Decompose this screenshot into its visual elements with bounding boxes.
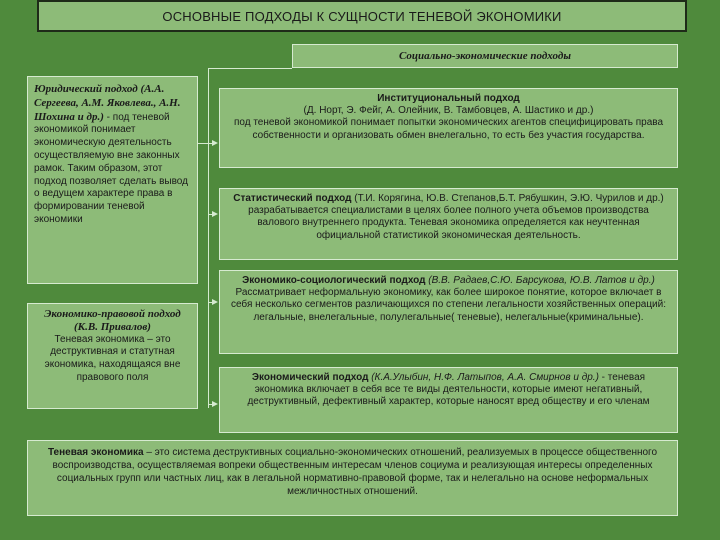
arrow-rb1-icon bbox=[212, 140, 218, 146]
economic-approach-authors: (К.А.Улыбин, Н.Ф. Латыпов, А.А. Смирнов и др.) bbox=[368, 372, 599, 383]
socioeconomic-approach-box bbox=[219, 270, 678, 354]
connector-top bbox=[208, 68, 292, 69]
connector-vertical bbox=[208, 68, 209, 408]
economic-approach-head: Экономический подход bbox=[251, 372, 369, 383]
economic-legal-approach-text: Теневая экономика – это деструктивная и статутная экономика, находящаяся вне правового поля bbox=[44, 333, 181, 383]
socioeconomic-approach-authors: (В.В. Радаев,С.Ю. Барсукова, Ю.В. Латов и др.) bbox=[425, 275, 655, 286]
institutional-approach-text: под теневой экономикой понимает попытки экономических агентов специфицировать права собственности и организовать обмен внелегально, то есть без участия государства. bbox=[233, 117, 664, 141]
economic-legal-approach-box bbox=[27, 303, 198, 409]
socioeconomic-approach-head: Экономико-социологический подход bbox=[242, 275, 426, 286]
economic-approach-text: - теневая экономика включает в себя все те виды деятельности, которые имеют негативный, деструктивный, дефективный характер, которые наносят вред обществу и его членам bbox=[247, 372, 650, 408]
institutional-approach-box bbox=[219, 88, 678, 168]
statistical-approach-head: Статистический подход bbox=[233, 193, 352, 204]
institutional-approach-authors: (Д. Норт, Э. Фейг, А. Олейник, В. Тамбовцев, А. Шастико и др.) bbox=[303, 105, 594, 117]
economic-legal-approach-author: (К.В. Привалов) bbox=[74, 320, 151, 333]
definition-text: – это система деструктивных социально-экономических отношений, реализуемых в процессе общественного воспроизводства, осуществляемая вопреки общественным интересам членов социума и реализующая интересы определенных социальных групп или частных лиц, как в легальной нормативно-правовой форме, так и нелегально на основе неформальных межличностных отношений. bbox=[52, 447, 658, 497]
arrow-rb3-icon bbox=[212, 299, 218, 305]
arrow-rb4-icon bbox=[212, 401, 218, 407]
socioeconomic-approach-text: Рассматривает неформальную экономику, как более широкое понятие, которое включает в себя несколько сегментов различающихся по степени легальности хозяйственных операций: легальные, внелегальные, полулегальные( теневые), нелегальные(криминальные). bbox=[230, 287, 666, 323]
economic-legal-approach-head: Экономико-правовой подход bbox=[44, 308, 181, 320]
institutional-approach-head: Институциональный подход bbox=[377, 93, 520, 104]
legal-approach-text: - под теневой экономикой понимает экономическую деятельность осуществляемую вне законных рамок. Таким образом, этот подход позволяет сделать вывод о ведущем характере права в формировании теневой экономики bbox=[34, 111, 188, 225]
arrow-rb2-icon bbox=[212, 211, 218, 217]
legal-approach-head: Юридический подход (А.А. Сергеева, А.М. Яковлева., А.Н. Шохина и др.) bbox=[34, 83, 181, 123]
statistical-approach-authors: (Т.И. Корягина, Ю.В. Степанов,Б.Т. Рябушкин, Э.Ю. Чурилов и др.) bbox=[351, 193, 664, 204]
statistical-approach-text: разрабатывается специалистами в целях более полного учета объемов производства валового внутреннего продукта. Теневая экономика определяется как неучтенная официальной статистикой экономическая деятельность. bbox=[248, 205, 649, 241]
legal-approach-box bbox=[27, 76, 198, 284]
shadow-economy-definition-box bbox=[27, 440, 678, 516]
connector-rb1 bbox=[198, 143, 213, 144]
economic-approach-box bbox=[219, 367, 678, 433]
socio-economic-approaches-header: Социально-экономические подходы bbox=[292, 44, 678, 68]
definition-head: Теневая экономика bbox=[47, 447, 144, 458]
page-title: ОСНОВНЫЕ ПОДХОДЫ К СУЩНОСТИ ТЕНЕВОЙ ЭКОНОМИКИ bbox=[37, 0, 687, 32]
statistical-approach-box bbox=[219, 188, 678, 260]
